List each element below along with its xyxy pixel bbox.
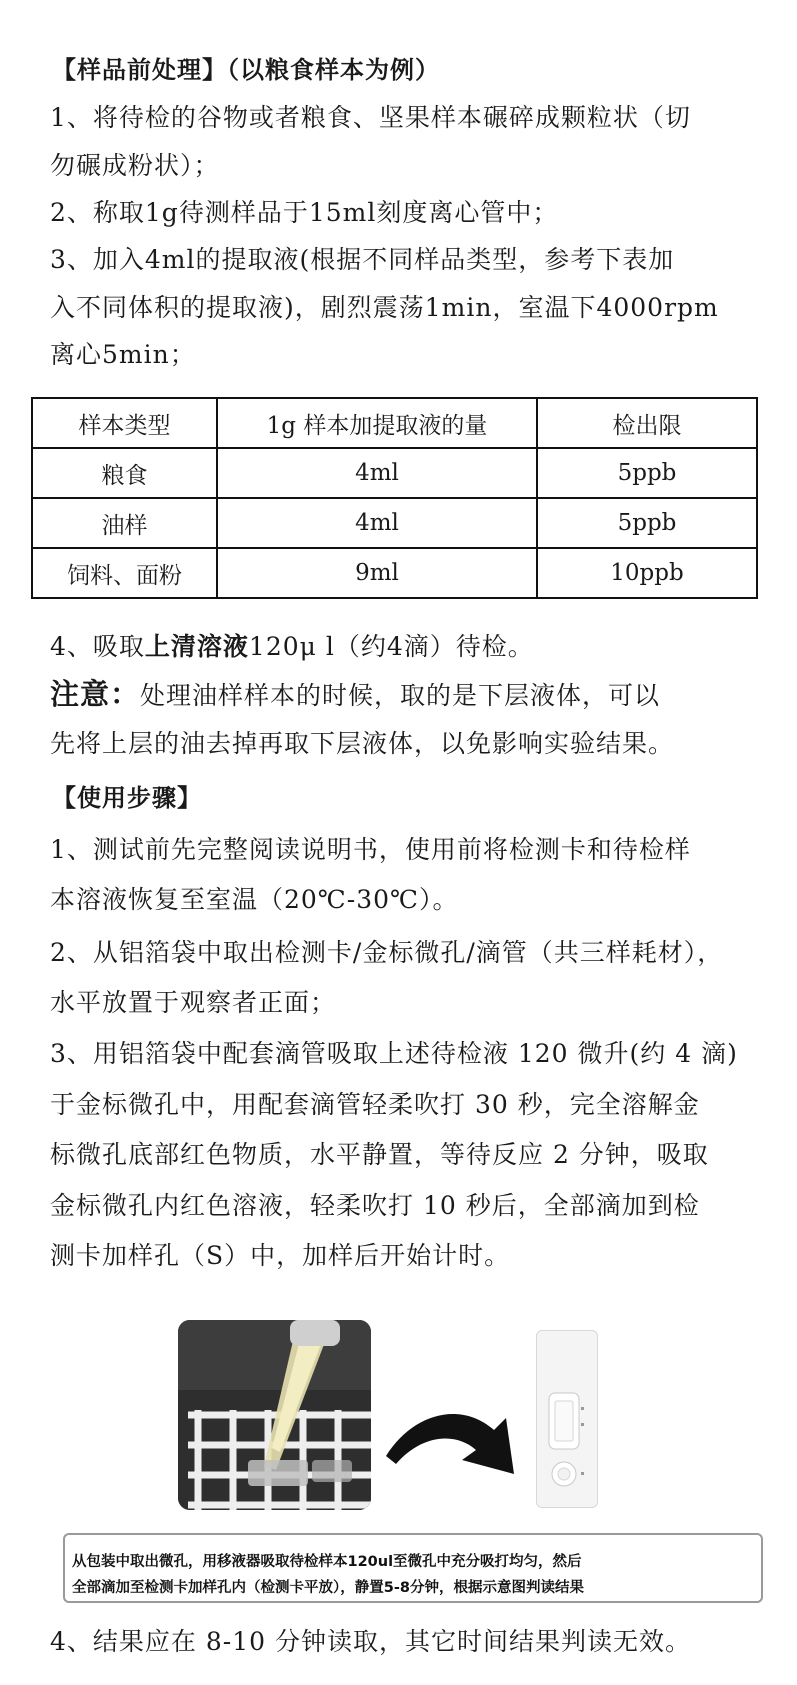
pretreatment-step3-line2: 入不同体积的提取液)，剧烈震荡1min，室温下4000rpm (50, 293, 719, 322)
table-header-cell: 1g 样本加提取液的量 (217, 398, 537, 448)
table-header-cell: 样本类型 (32, 398, 217, 448)
step4-suffix: 120μ l（约4滴）待检。 (248, 632, 534, 661)
usage-heading: 【使用步骤】 (52, 784, 202, 812)
pretreatment-step3-line3: 离心5min； (50, 340, 196, 369)
test-card-illustration (536, 1330, 598, 1508)
pretreatment-step4 (50, 627, 534, 663)
step4-bold: 上清溶液 (144, 632, 249, 661)
usage-step4: 4、结果应在 8-10 分钟读取，其它时间结果判读无效。 (50, 1627, 691, 1656)
table-header-row (32, 398, 757, 448)
pretreatment-heading: 【样品前处理】（以粮食样本为例） (52, 56, 440, 84)
note-line2: 先将上层的油去掉再取下层液体，以免影响实验结果。 (50, 729, 675, 758)
usage-step3-line2: 于金标微孔中，用配套滴管轻柔吹打 30 秒，完全溶解金 (50, 1090, 700, 1119)
usage-step1-line1: 1、测试前先完整阅读说明书，使用前将检测卡和待检样 (50, 835, 691, 864)
pretreatment-step1-line2: 勿碾成粉状）； (50, 151, 220, 180)
table-cell: 9ml (217, 548, 537, 598)
curved-arrow-icon (382, 1390, 524, 1490)
usage-step1-line2: 本溶液恢复至室温（20℃-30℃）。 (50, 885, 459, 914)
pretreatment-step1-line1: 1、将待检的谷物或者粮食、坚果样本碾碎成颗粒状（切 (50, 103, 691, 132)
table-row (32, 498, 757, 548)
usage-step2-line1: 2、从铝箔袋中取出检测卡/金标微孔/滴管（共三样耗材）， (50, 938, 724, 967)
caption-line1: 从包装中取出微孔，用移液器吸取待检样本120ul至微孔中充分吸打均匀，然后 (72, 1554, 582, 1570)
note-label: 注意： (50, 677, 141, 711)
usage-step3-line1: 3、用铝箔袋中配套滴管吸取上述待检液 120 微升(约 4 滴) (50, 1039, 738, 1068)
note-line1 (50, 672, 660, 713)
table-cell: 饲料、面粉 (32, 548, 217, 598)
pretreatment-step3-line1: 3、加入4ml的提取液(根据不同样品类型，参考下表加 (50, 245, 675, 274)
table-row (32, 548, 757, 598)
table-cell: 5ppb (537, 498, 757, 548)
table-cell: 10ppb (537, 548, 757, 598)
sample-table (31, 397, 758, 599)
note-text1: 处理油样样本的时候，取的是下层液体，可以 (140, 681, 661, 710)
pipette-photo (178, 1320, 371, 1510)
table-cell: 5ppb (537, 448, 757, 498)
table-cell: 粮食 (32, 448, 217, 498)
step4-prefix: 4、吸取 (50, 632, 145, 661)
table-cell: 4ml (217, 448, 537, 498)
usage-step3-line4: 金标微孔内红色溶液，轻柔吹打 10 秒后，全部滴加到检 (50, 1191, 700, 1220)
table-cell: 4ml (217, 498, 537, 548)
usage-step2-line2: 水平放置于观察者正面； (50, 988, 337, 1017)
usage-step3-line5: 测卡加样孔（S）中，加样后开始计时。 (50, 1241, 511, 1270)
table-header-cell: 检出限 (537, 398, 757, 448)
table-cell: 油样 (32, 498, 217, 548)
illustration-caption (63, 1533, 763, 1603)
caption-line2: 全部滴加至检测卡加样孔内（检测卡平放），静置5-8分钟，根据示意图判读结果 (72, 1580, 584, 1596)
table-row (32, 448, 757, 498)
usage-step3-line3: 标微孔底部红色物质，水平静置，等待反应 2 分钟，吸取 (50, 1140, 709, 1169)
pretreatment-step2: 2、称取1g待测样品于15ml刻度离心管中； (50, 198, 559, 227)
